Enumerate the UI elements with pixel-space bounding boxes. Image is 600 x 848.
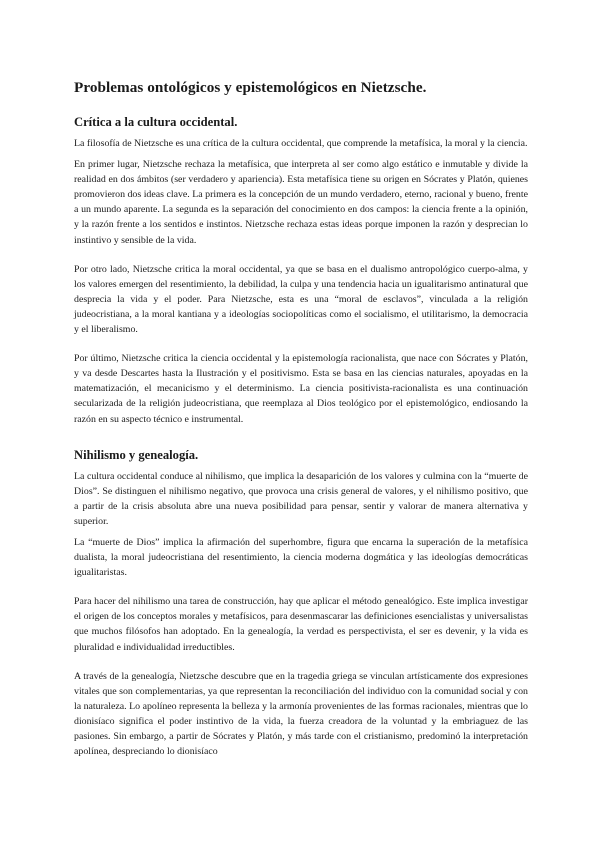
paragraph: A través de la genealogía, Nietzsche descubre que en la tragedia griega se vinculan artísticamente dos expresiones vitales que son complementarias, ya que representan la reconciliación del individuo con la comunidad social y con la naturaleza. Lo apolíneo representa la belleza y la armonía provenientes de las formas racionales, mientras que lo dionisíaco significa el poder instintivo de la vida, la fuerza creadora de la voluntad y la embriaguez de las pasiones. Sin embargo, a partir de Sócrates y Platón, y más tarde con el cristianismo, predominó la interpretación apolínea, despreciando lo dionisíaco: [74, 670, 528, 758]
section-heading-nihilismo: Nihilismo y genealogía.: [74, 447, 199, 462]
section-heading-critica: Crítica a la cultura occidental.: [74, 115, 238, 129]
paragraph: Por otro lado, Nietzsche critica la moral occidental, ya que se basa en el dualismo antropológico cuerpo-alma, y los valores emergen del resentimiento, la debilidad, la culpa y una tendencia hacia un igualitarismo antinatural que desprecia la vida y el poder. Para Nietzsche, esta es una “moral de esclavos”, vinculada a la religión judeocristiana, a la moral kantiana y a ideologías sociopolíticas como el socialismo, el utilitarismo, la democracia y el liberalismo.: [74, 263, 528, 336]
section-critica: [74, 114, 528, 427]
paragraph: La cultura occidental conduce al nihilismo, que implica la desaparición de los valores y culmina con la “muerte de Dios”. Se distinguen el nihilismo negativo, que provoca una crisis general de valores, y el nihilismo positivo, que a partir de la crisis absoluta abre una nueva posibilidad para pensar, sentir y valorar de manera alternativa y superior.: [74, 470, 528, 527]
paragraph: Por último, Nietzsche critica la ciencia occidental y la epistemología racionalista, que nace con Sócrates y Platón, y va desde Descartes hasta la Ilustración y el positivismo. Esta se basa en las ciencias naturales, apoyadas en la matematización, el mecanicismo y el determinismo. La ciencia positivista-racionalista es una continuación secularizada de la religión judeocristiana, que reemplaza al Dios teológico por el epistemológico, endiosando la razón en su aspecto técnico e instrumental.: [74, 353, 528, 425]
paragraph: La filosofía de Nietzsche es una crítica de la cultura occidental, que comprende la metafísica, la moral y la ciencia.: [74, 138, 528, 149]
document-title: Problemas ontológicos y epistemológicos en Nietzsche.: [74, 79, 427, 96]
paragraph: En primer lugar, Nietzsche rechaza la metafísica, que interpreta al ser como algo estático e inmutable y divide la realidad en dos ámbitos (ser verdadero y apariencia). Esta metafísica tiene su origen en Sócrates y Platón, quienes promovieron dos ideas clave. La primera es la concepción de un mundo verdadero, eterno, racional y bueno, frente a un mundo aparente. La segunda es la separación del conocimiento en dos campos: la ciencia frente a la opinión, y la razón frente a los sentidos e instintos. Nietzsche rechaza estas ideas porque imponen la razón y desprecian lo instintivo y sensible de la vida.: [74, 159, 528, 246]
section-nihilismo: [74, 447, 528, 760]
paragraph: La “muerte de Dios” implica la afirmación del superhombre, figura que encarna la superación de la metafísica dualista, la moral judeocristiana del resentimiento, la ciencia moderna dogmática y las ideologías democráticas igualitaristas.: [74, 536, 528, 579]
document-page: [74, 78, 528, 759]
paragraph: Para hacer del nihilismo una tarea de construcción, hay que aplicar el método genealógico. Este implica investigar el origen de los conceptos morales y metafísicos, para desenmascarar las definiciones esencialistas y universalistas que muchos filósofos han adoptado. En la genealogía, la verdad es perspectivista, el ser es devenir, y la vida es pluralidad e individualidad irreductibles.: [74, 596, 528, 653]
